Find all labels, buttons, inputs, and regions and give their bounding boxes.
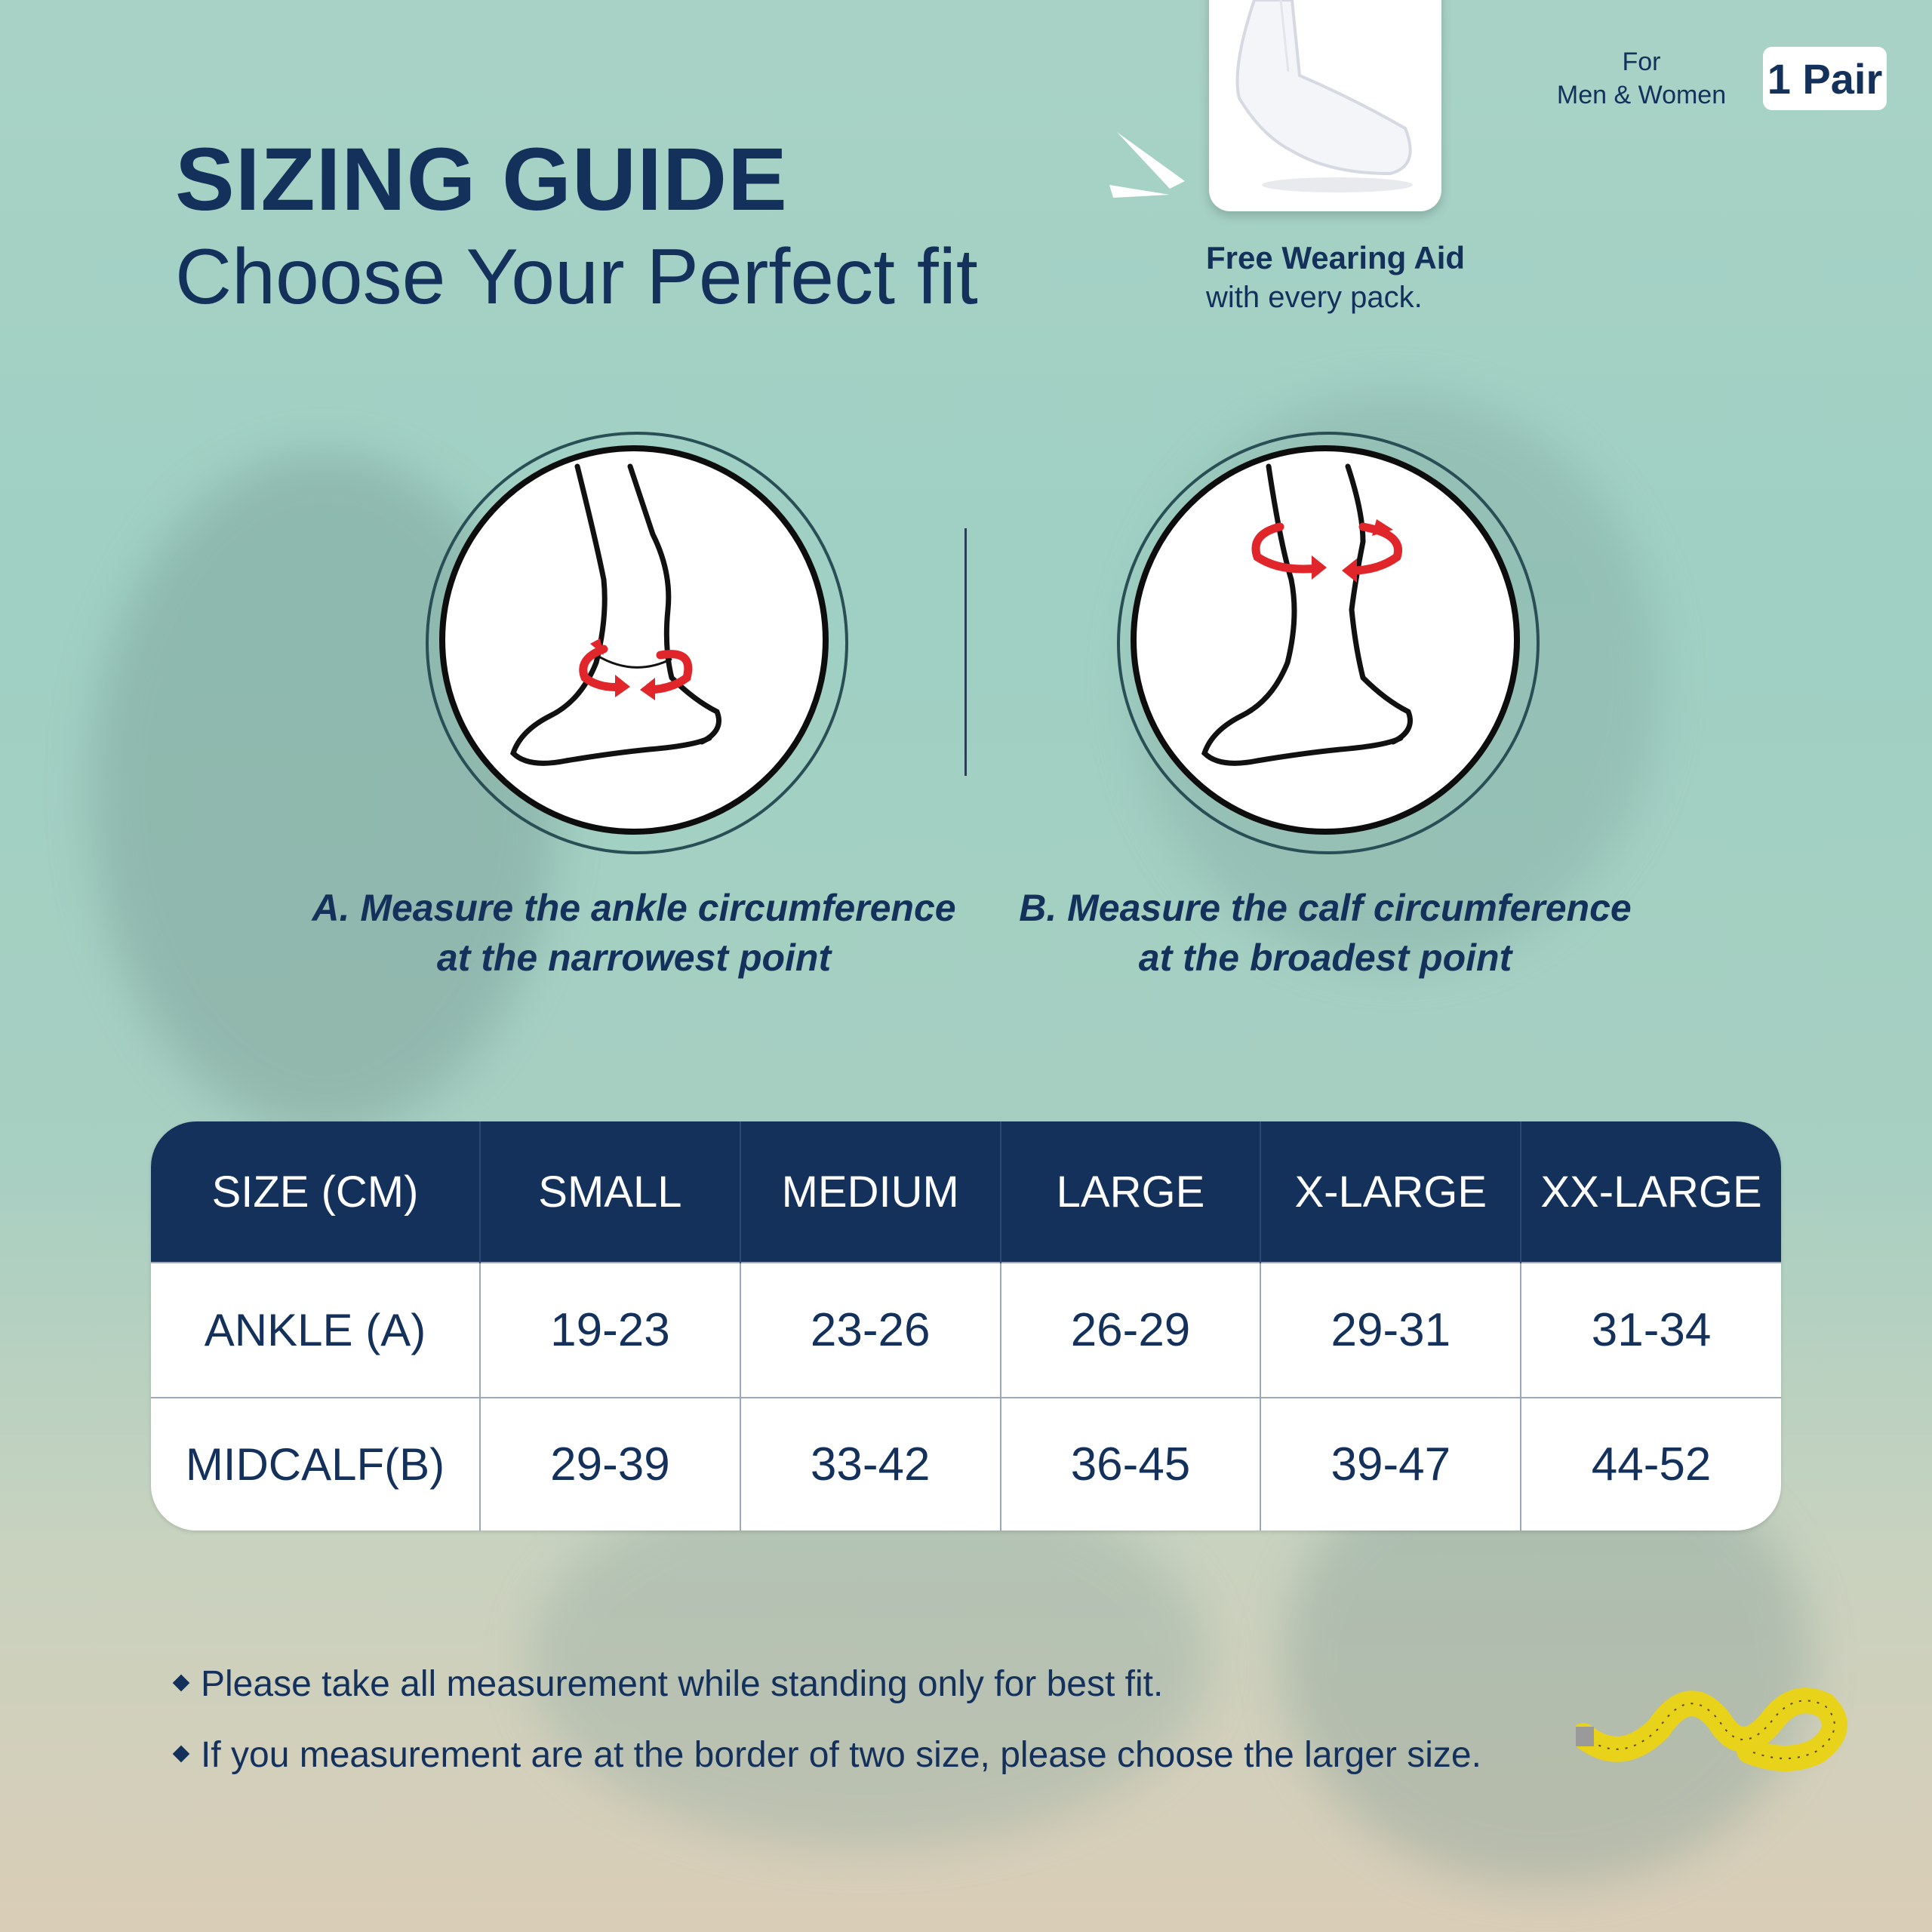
table-cell: 44-52 bbox=[1521, 1398, 1781, 1531]
leg-ankle-icon bbox=[445, 451, 823, 829]
table-header-cell: LARGE bbox=[1001, 1121, 1261, 1263]
wearing-aid-subtitle: with every pack. bbox=[1206, 281, 1423, 314]
audience-line-2: Men & Women bbox=[1556, 81, 1727, 109]
sparkle-icon bbox=[1109, 128, 1192, 204]
caption-ankle-line-2: at the narrowest point bbox=[436, 937, 832, 979]
table-row-label: MIDCALF(B) bbox=[151, 1398, 480, 1531]
table-row-label: ANKLE (A) bbox=[151, 1263, 480, 1398]
size-table bbox=[151, 1121, 1781, 1531]
audience-line-1: For bbox=[1622, 48, 1661, 76]
table-row bbox=[151, 1398, 1781, 1531]
page-subtitle: Choose Your Perfect fit bbox=[175, 233, 978, 321]
audience-label bbox=[1547, 45, 1736, 112]
table-cell: 31-34 bbox=[1521, 1263, 1781, 1398]
table-cell: 29-31 bbox=[1260, 1263, 1521, 1398]
table-cell: 39-47 bbox=[1260, 1398, 1521, 1531]
wearing-aid-title: Free Wearing Aid bbox=[1206, 240, 1466, 275]
diamond-bullet-icon bbox=[173, 1675, 190, 1692]
circle-divider bbox=[964, 528, 967, 776]
note-item bbox=[175, 1734, 1481, 1776]
table-header-cell: MEDIUM bbox=[740, 1121, 1001, 1263]
note-text: Please take all measurement while standing only for best fit. bbox=[201, 1664, 1164, 1704]
sock-icon bbox=[1209, 0, 1441, 211]
wearing-aid-image bbox=[1209, 0, 1441, 211]
table-cell: 29-39 bbox=[480, 1398, 740, 1531]
note-item bbox=[175, 1663, 1163, 1705]
calf-arrows-icon bbox=[1256, 519, 1398, 583]
caption-calf bbox=[986, 883, 1665, 983]
table-cell: 26-29 bbox=[1001, 1263, 1261, 1398]
table-cell: 23-26 bbox=[740, 1263, 1001, 1398]
table-cell: 36-45 bbox=[1001, 1398, 1261, 1531]
table-cell: 33-42 bbox=[740, 1398, 1001, 1531]
table-header-cell: SMALL bbox=[480, 1121, 740, 1263]
table-row bbox=[151, 1263, 1781, 1398]
caption-calf-line-1: B. Measure the calf circumference bbox=[1019, 887, 1632, 929]
table-header-cell: SIZE (CM) bbox=[151, 1121, 480, 1263]
calf-measure-illustration bbox=[1131, 445, 1520, 835]
note-text: If you measurement are at the border of two size, please choose the larger size. bbox=[201, 1735, 1481, 1775]
caption-ankle bbox=[294, 883, 974, 983]
table-cell: 19-23 bbox=[480, 1263, 740, 1398]
table-header-row bbox=[151, 1121, 1781, 1263]
table-header-cell: X-LARGE bbox=[1260, 1121, 1521, 1263]
caption-calf-line-2: at the broadest point bbox=[1138, 937, 1512, 979]
measuring-tape-icon bbox=[1576, 1668, 1847, 1781]
diamond-bullet-icon bbox=[173, 1746, 190, 1763]
pair-badge: 1 Pair bbox=[1763, 47, 1887, 110]
table-header-cell: XX-LARGE bbox=[1521, 1121, 1781, 1263]
page-title: SIZING GUIDE bbox=[175, 130, 788, 229]
ankle-measure-illustration bbox=[439, 445, 829, 835]
caption-ankle-line-1: A. Measure the ankle circumference bbox=[312, 887, 956, 929]
leg-calf-icon bbox=[1137, 451, 1514, 829]
